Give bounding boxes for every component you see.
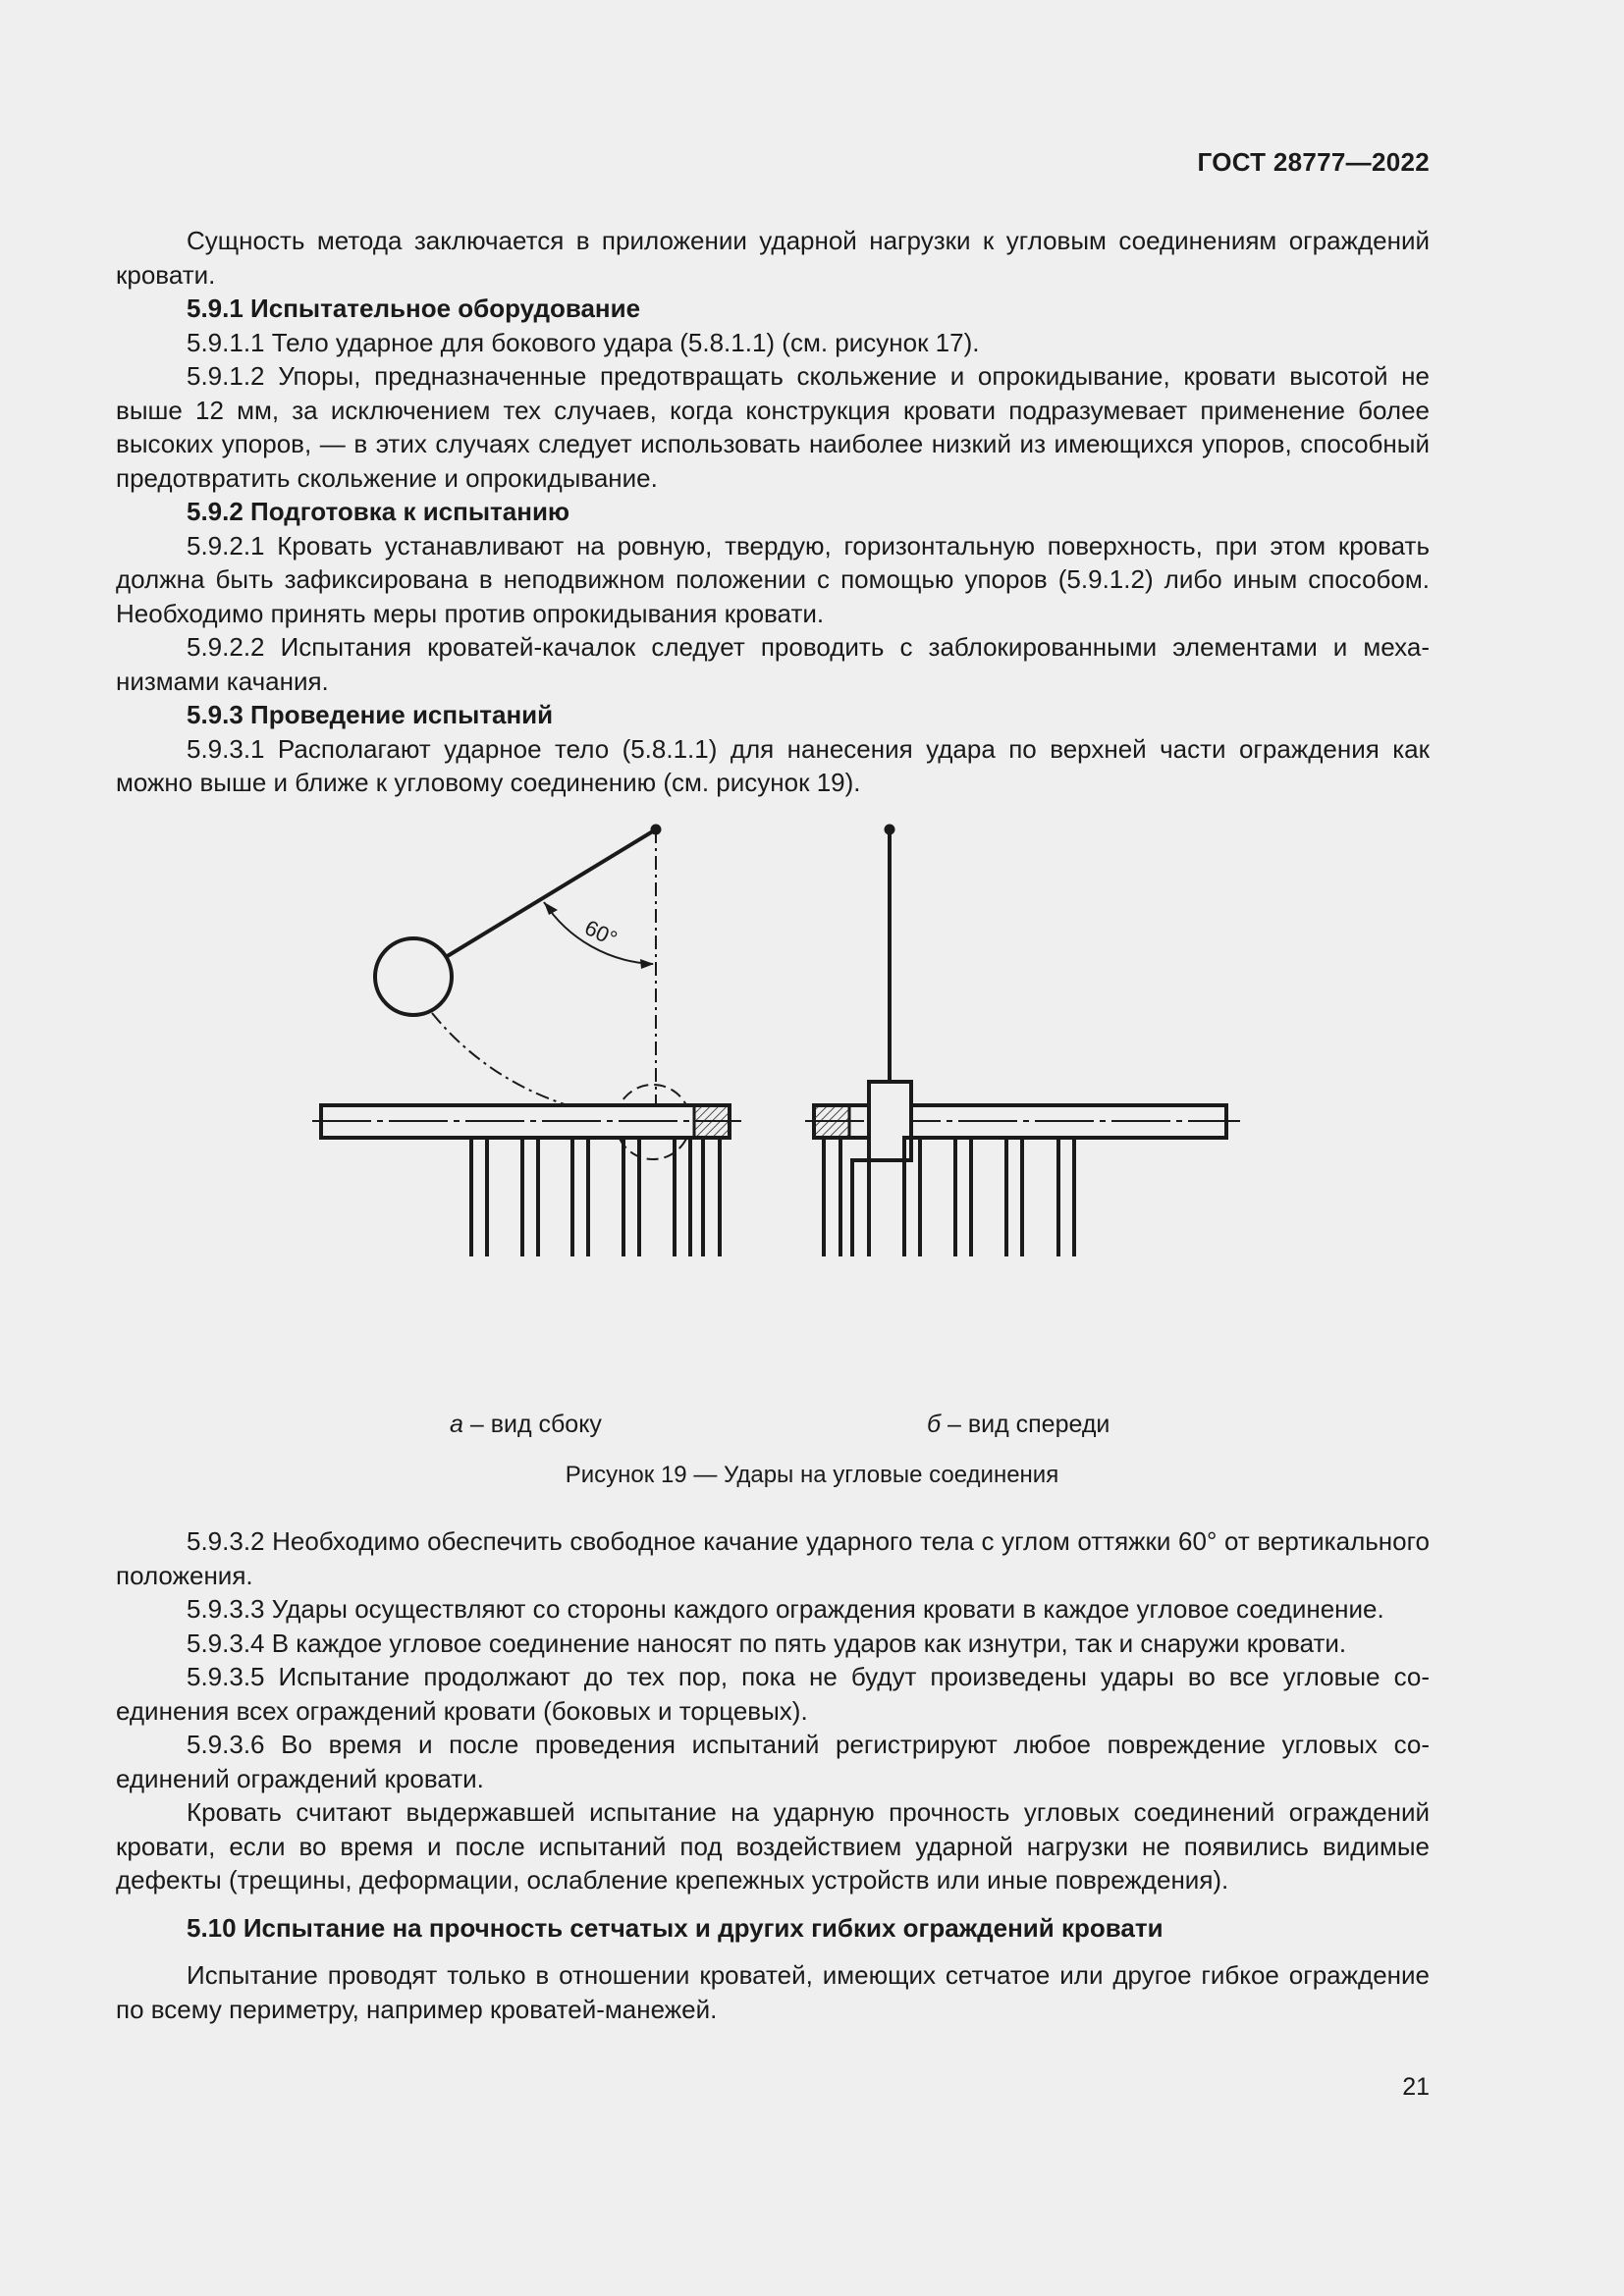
caption-a-text: – вид сбоку [462,1411,602,1438]
text-section-top [116,224,1430,800]
paragraph: Кровать считают выдержавшей испытание на ударную прочность угловых соединений ограждений кровати, если во время и после испытаний под воздействием ударной нагрузки не появились видимые дефекты (трещины, деформации, ослабление крепежных устройств или иные повреждения). [116,1797,1430,1895]
paragraph: Сущность метода заключается в приложении ударной нагрузки к угловым соединениям ограждений кровати. [116,226,1430,290]
arrow-head-end [640,959,654,969]
arrow-head-start [544,902,558,915]
paragraph: 5.9.3.4 В каждое угловое соединение наносят по пять ударов как изнутри, так и снаружи кровати. [187,1628,1347,1658]
impact-diagram [295,815,1257,1256]
caption-a-letter: а [450,1411,463,1438]
paragraph: 5.9.3.1 Располагают ударное тело (5.8.1.1) для нанесения удара по верхней части ограждения как можно выше и ближе к угловому соединению (см. рисунок 19). [116,733,1430,797]
caption-side-view [450,1411,602,1439]
side-view [312,825,741,1257]
paragraph: 5.9.3.3 Удары осуществляют со стороны каждого ограждения кровати в каждое угловое соединение. [187,1594,1384,1624]
section-heading: 5.9.1 Испытательное оборудование [187,294,641,323]
standard-code: ГОСТ 28777—2022 [1197,147,1430,177]
page-number: 21 [1402,2073,1430,2101]
section-heading: 5.9.3 Проведение испытаний [187,700,554,729]
text-section-bottom [116,1524,1430,2026]
figure-19 [295,815,1257,1414]
paragraph: 5.9.3.5 Испытание продолжают до тех пор, пока не будут произведены удары во все угловые соединения всех ограждений кровати (боковых и торцевых). [116,1662,1430,1726]
paragraph: 5.9.1.2 Упоры, предназначенные предотвращать скольжение и опрокидывание, кровати высотой не выше 12 мм, за исключением тех случаев, когда конструкция кровати подразумевает применение более высоких упоров, — в этих случаях следует использовать наиболее низкий из имеющихся упоров, способный предотвратить скольжение и опрокидывание. [116,361,1430,493]
slats-front [824,1138,1074,1256]
figure-title: Рисунок 19 — Удары на угловые соединения [565,1462,1059,1488]
pivot-point [651,825,662,835]
pivot-point-front [885,825,895,835]
angle-label: 60° [580,915,622,951]
section-heading: 5.10 Испытание на прочность сетчатых и других гибких ограждений кровати [187,1912,1164,1943]
paragraph: 5.9.2.2 Испытания кроватей-качалок следует проводить с заблокированными элементами и механизмами качания. [116,632,1430,696]
pendulum-arm [446,829,656,957]
paragraph: 5.9.2.1 Кровать устанавливают на ровную, твердую, горизонтальную поверхность, при этом кровать должна быть зафиксирована в неподвижном положении с помощью упоров (5.9.1.2) либо иным способом. Необходимо принять меры против опрокидывания кровати. [116,530,1430,628]
impactor-ball [375,938,452,1015]
paragraph: 5.9.1.1 Тело ударное для бокового удара (5.8.1.1) (см. рисунок 17). [187,327,980,357]
slats-side [471,1138,720,1256]
spacer [116,1897,1430,1911]
paragraph: Испытание проводят только в отношении кроватей, имеющих сетчатое или другое гибкое ограждение по всему периметру, например кроватей-манежей. [116,1960,1430,2024]
caption-b-letter: б [927,1411,942,1438]
spacer [116,1945,1430,1958]
front-view [805,825,1240,1257]
caption-b-text: – вид спереди [941,1411,1110,1438]
paragraph: 5.9.3.2 Необходимо обеспечить свободное качание ударного тела с углом оттяжки 60° от вертикального положения. [116,1526,1430,1590]
caption-front-view [927,1411,1110,1439]
paragraph: 5.9.3.6 Во время и после проведения испытаний регистрируют любое повреждение угловых соединений ограждений кровати. [116,1730,1430,1793]
section-heading: 5.9.2 Подготовка к испытанию [187,497,570,526]
